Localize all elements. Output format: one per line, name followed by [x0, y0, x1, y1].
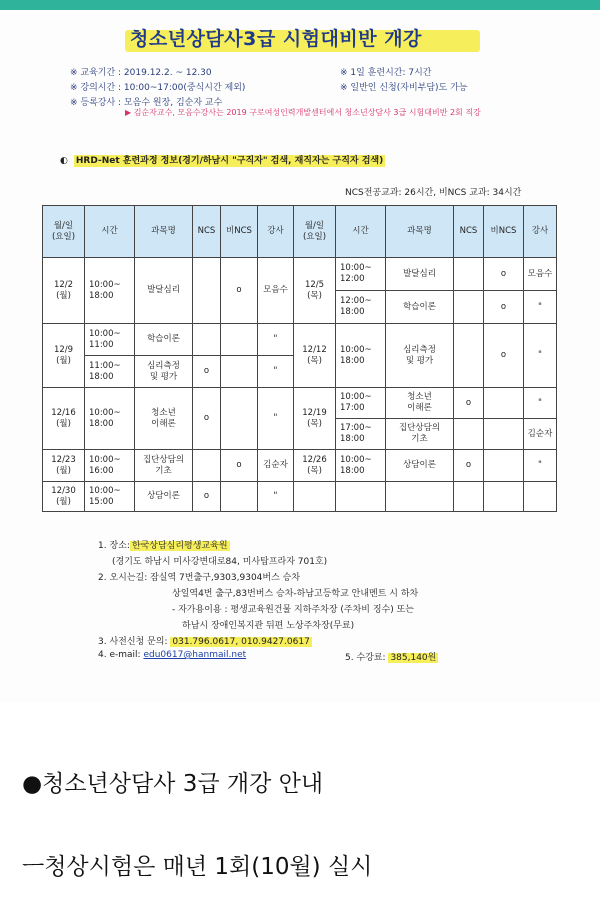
- cell-time: 10:00~ 17:00: [336, 388, 386, 419]
- cell-non-ncs: [484, 388, 524, 419]
- cell-ncs: [454, 291, 484, 324]
- cell-non-ncs: [221, 482, 258, 512]
- cell-subject: 발달심리: [386, 258, 454, 291]
- cell-instructor: ": [524, 450, 557, 482]
- info-hours: ※ 강의시간 : 10:00~17:00(중식시간 제외): [70, 83, 246, 93]
- col-header: 강사: [258, 206, 294, 258]
- cell-empty: [336, 482, 386, 512]
- footer-directions-3: - 자가용이용 : 평생교육원건물 지하주차장 (주차비 징수) 또는: [172, 605, 414, 615]
- cell-subject: 상담이론: [386, 450, 454, 482]
- cell-subject: 학습이론: [386, 291, 454, 324]
- cell-instructor: ": [258, 324, 294, 356]
- cell-time: 10:00~ 12:00: [336, 258, 386, 291]
- cell-ncs: o: [193, 388, 221, 450]
- cell-ncs: o: [454, 388, 484, 419]
- table-row: [43, 450, 557, 482]
- cell-subject: 집단상담의 기초: [386, 419, 454, 450]
- cell-instructor: ": [524, 291, 557, 324]
- table-row: [43, 482, 557, 512]
- col-header: NCS: [193, 206, 221, 258]
- ncs-summary: NCS전공교과: 26시간, 비NCS 교과: 34시간: [345, 188, 522, 198]
- cell-time: 10:00~ 11:00: [85, 324, 135, 356]
- cell-time: 10:00~ 18:00: [336, 450, 386, 482]
- cell-subject: 청소년 이해론: [386, 388, 454, 419]
- half-circle-icon: ◐: [60, 156, 68, 166]
- cell-date: 12/19 (목): [294, 388, 336, 450]
- cell-date: 12/16 (월): [43, 388, 85, 450]
- cell-subject: 학습이론: [135, 324, 193, 356]
- cell-non-ncs: [221, 324, 258, 356]
- cell-time: 17:00~ 18:00: [336, 419, 386, 450]
- inquiry-label: 3. 사전신청 문의:: [98, 637, 168, 647]
- cell-date: 12/23 (월): [43, 450, 85, 482]
- col-header: 비NCS: [221, 206, 258, 258]
- cell-non-ncs: o: [484, 291, 524, 324]
- table-header-row: [43, 206, 557, 258]
- cell-subject: 심리측정 및 평가: [135, 356, 193, 388]
- col-header: 과목명: [135, 206, 193, 258]
- cell-instructor: ": [258, 388, 294, 450]
- hrd-text: HRD-Net 훈련과정 정보(경기/하남시 "구직자" 검색, 재직자는 구직자 검색): [75, 156, 384, 166]
- cell-subject: 발달심리: [135, 258, 193, 324]
- col-header: 비NCS: [484, 206, 524, 258]
- cell-time: 10:00~ 15:00: [85, 482, 135, 512]
- cell-non-ncs: o: [221, 258, 258, 324]
- cell-time: 10:00~ 16:00: [85, 450, 135, 482]
- cell-ncs: [454, 419, 484, 450]
- cell-instructor: ": [258, 356, 294, 388]
- cell-ncs: [193, 258, 221, 324]
- info-period: ※ 교육기간 : 2019.12.2. ~ 12.30: [70, 68, 212, 78]
- cell-instructor: ": [524, 388, 557, 419]
- col-header: 시간: [336, 206, 386, 258]
- footer-fee: [345, 650, 438, 663]
- info-instructors: ※ 등록강사 : 모음수 원장, 김순자 교수: [70, 98, 223, 108]
- cell-instructor: 김순자: [258, 450, 294, 482]
- cell-instructor: ": [524, 324, 557, 388]
- cell-time: 10:00~ 18:00: [85, 258, 135, 324]
- hrd-line: [60, 153, 385, 166]
- schedule-table: [42, 205, 557, 512]
- table-row: [43, 324, 557, 356]
- fee-label: 5. 수강료:: [345, 653, 386, 663]
- caption-line-1: ●청소년상담사 3급 개강 안내: [22, 771, 324, 797]
- caption-line-2: ㅡ청상시험은 매년 1회(10월) 실시: [22, 854, 373, 880]
- info-note: ▶ 김순자교수, 모음수강사는 2019 구로여성인력개발센터에서 청소년상담사 3급 시험대비반 2회 직강: [125, 108, 481, 117]
- cell-subject: 상담이론: [135, 482, 193, 512]
- cell-instructor: 모음수: [524, 258, 557, 291]
- cell-ncs: o: [454, 450, 484, 482]
- scanned-flyer: [0, 10, 600, 702]
- cell-ncs: o: [193, 356, 221, 388]
- cell-empty: [484, 482, 524, 512]
- cell-non-ncs: o: [221, 450, 258, 482]
- info-general: ※ 일반인 신청(자비부담)도 가능: [340, 83, 468, 93]
- cell-empty: [454, 482, 484, 512]
- inquiry-phone: 031.796.0617, 010.9427.0617: [172, 637, 310, 647]
- cell-ncs: o: [193, 482, 221, 512]
- footer-place: [98, 538, 230, 551]
- footer-directions-1: 2. 오시는길: 잠실역 7번출구,9303,9304버스 승차: [98, 573, 301, 583]
- cell-instructor: 김순자: [524, 419, 557, 450]
- col-header: 과목명: [386, 206, 454, 258]
- cell-ncs: [454, 324, 484, 388]
- footer-address: (경기도 하남시 미사강변대로84, 미사탑프라자 701호): [112, 557, 328, 567]
- cell-ncs: [193, 450, 221, 482]
- email-label: 4. e-mail:: [98, 650, 141, 660]
- col-header: 월/일 (요일): [294, 206, 336, 258]
- cell-non-ncs: o: [484, 324, 524, 388]
- fee-value: 385,140원: [390, 653, 437, 663]
- top-accent-bar: [0, 0, 600, 10]
- cell-non-ncs: o: [484, 258, 524, 291]
- cell-empty: [386, 482, 454, 512]
- col-header: 월/일 (요일): [43, 206, 85, 258]
- place-name: 한국상담심리평생교육원: [131, 541, 228, 551]
- cell-non-ncs: [484, 450, 524, 482]
- table-row: [43, 388, 557, 419]
- cell-non-ncs: [221, 388, 258, 450]
- cell-ncs: [193, 324, 221, 356]
- footer-email: [98, 650, 246, 660]
- footer-directions-4: 하남시 장애인복지관 뒤편 노상주차장(무료): [182, 621, 355, 631]
- cell-date: 12/12 (목): [294, 324, 336, 388]
- cell-ncs: [454, 258, 484, 291]
- cell-instructor: 모음수: [258, 258, 294, 324]
- cell-date: 12/2 (월): [43, 258, 85, 324]
- col-header: 강사: [524, 206, 557, 258]
- cell-time: 10:00~ 18:00: [85, 388, 135, 450]
- footer-directions-2: 상일역4번 출구,83번버스 승차-하남고등학교 안내멘트 시 하차: [172, 589, 419, 599]
- cell-date: 12/5 (목): [294, 258, 336, 324]
- table-row: [43, 258, 557, 291]
- col-header: NCS: [454, 206, 484, 258]
- cell-time: 11:00~ 18:00: [85, 356, 135, 388]
- cell-time: 10:00~ 18:00: [336, 324, 386, 388]
- cell-date: 12/30 (월): [43, 482, 85, 512]
- cell-subject: 심리측정 및 평가: [386, 324, 454, 388]
- cell-non-ncs: [221, 356, 258, 388]
- cell-instructor: ": [258, 482, 294, 512]
- cell-subject: 집단상담의 기초: [135, 450, 193, 482]
- place-label: 1. 장소:: [98, 541, 130, 551]
- cell-date: 12/9 (월): [43, 324, 85, 388]
- email-link[interactable]: edu0617@hanmail.net: [143, 650, 247, 660]
- cell-time: 12:00~ 18:00: [336, 291, 386, 324]
- cell-empty: [294, 482, 336, 512]
- cell-empty: [524, 482, 557, 512]
- cell-subject: 청소년 이해론: [135, 388, 193, 450]
- footer-inquiry: [98, 634, 312, 647]
- col-header: 시간: [85, 206, 135, 258]
- cell-date: 12/26 (목): [294, 450, 336, 482]
- info-daily-hours: ※ 1일 훈련시간: 7시간: [340, 68, 432, 78]
- cell-non-ncs: [484, 419, 524, 450]
- flyer-title-wrap: [125, 24, 422, 54]
- flyer-title: 청소년상담사3급 시험대비반 개강: [130, 28, 422, 50]
